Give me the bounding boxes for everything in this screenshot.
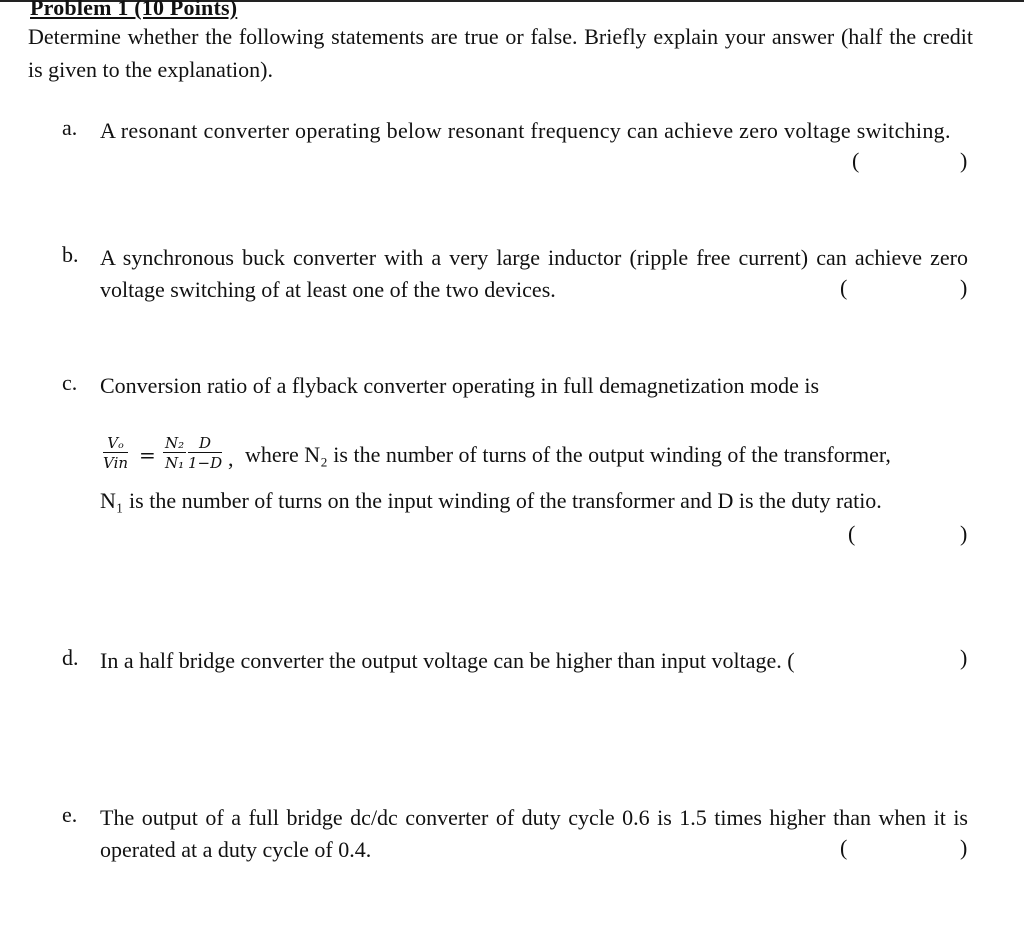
- item-letter: d.: [62, 645, 79, 670]
- fraction-numerator: N₂: [165, 434, 185, 452]
- fraction-d-1-minus-d: [188, 434, 222, 473]
- item-letter: e.: [62, 802, 78, 827]
- answer-paren-close: ): [960, 275, 968, 300]
- answer-paren-close: ): [960, 645, 968, 670]
- item-text: N₁ is the number of turns on the input winding of the transformer and D is the duty ratio.: [100, 488, 882, 513]
- fraction-denominator: Vin: [103, 454, 129, 472]
- item-text: The output of a full bridge dc/dc converter of duty cycle 0.6 is 1.5 times higher than when it is operated at a duty cycle of 0.4.: [100, 805, 968, 862]
- item-text: Conversion ratio of a flyback converter operating in full demagnetization mode is: [100, 373, 820, 398]
- fraction-vo-vin: [103, 434, 128, 473]
- answer-paren-close: ): [960, 521, 968, 546]
- formula-comma: ,: [228, 446, 234, 471]
- fraction-numerator: D: [188, 434, 222, 453]
- answer-paren-open: (: [840, 275, 848, 300]
- equals-sign: =: [139, 443, 156, 467]
- item-text-body: In a half bridge converter the output voltage can be higher than input voltage.: [100, 648, 782, 673]
- item-text: A resonant converter operating below resonant frequency can achieve zero voltage switching.: [100, 118, 951, 143]
- item-letter: c.: [62, 370, 78, 395]
- answer-paren-close: ): [960, 835, 968, 860]
- answer-paren-open: (: [787, 648, 795, 673]
- fraction-n2-n1: [163, 434, 186, 473]
- answer-paren-close: ): [960, 148, 968, 173]
- fraction-denominator: 1−D: [188, 454, 223, 472]
- problem-title: Problem 1 (10 Points): [30, 0, 238, 20]
- fraction-denominator: N₁: [165, 454, 185, 472]
- item-letter: a.: [62, 115, 78, 140]
- conversion-ratio-formula: [103, 432, 973, 482]
- answer-paren-open: (: [852, 148, 860, 173]
- problem-instructions: Determine whether the following statements are true or false. Briefly explain your answer (half the credit is given to the explanation).: [28, 24, 973, 82]
- item-letter: b.: [62, 242, 79, 267]
- item-text: A synchronous buck converter with a very large inductor (ripple free current) can achieve zero voltage switching of at least one of the two devices.: [100, 245, 968, 302]
- answer-paren-open: (: [840, 835, 848, 860]
- answer-paren-open: (: [848, 521, 856, 546]
- formula-where-text: where N₂ is the number of turns of the output winding of the transformer,: [245, 442, 891, 467]
- item-text: [100, 645, 968, 677]
- fraction-numerator: Vₒ: [103, 434, 128, 453]
